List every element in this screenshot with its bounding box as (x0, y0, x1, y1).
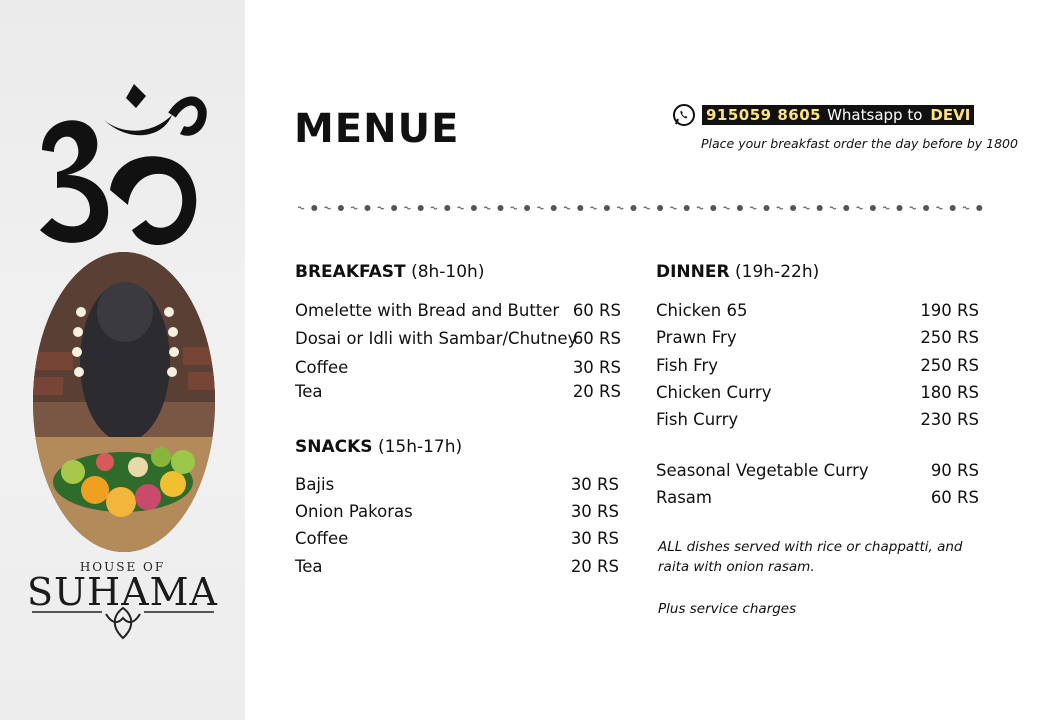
menu-item: Tea (295, 557, 323, 576)
menu-price: 30 RS (572, 358, 621, 377)
menu-item: Tea (295, 382, 323, 401)
menu-price: 20 RS (572, 382, 621, 401)
dotted-divider (298, 202, 990, 214)
dinner-note-line1: ALL dishes served with rice or chappatti, and (658, 539, 963, 555)
menu-price: 90 RS (930, 461, 979, 480)
whatsapp-label: Whatsapp to (825, 105, 926, 125)
menu-price: 250 RS (920, 356, 979, 375)
service-charge-note: Plus service charges (658, 601, 797, 617)
menu-item: Chicken 65 (656, 301, 748, 320)
phone-number[interactable]: 915059 8605 (702, 105, 825, 125)
menu-price: 20 RS (570, 557, 619, 576)
order-note: Place your breakfast order the day before by 1800 (701, 136, 1018, 151)
menu-item: Onion Pakoras (295, 502, 413, 521)
menu-item: Prawn Fry (656, 328, 737, 347)
menu-price: 60 RS (572, 329, 621, 348)
contact-name: DEVI (926, 105, 974, 125)
dinner-hours: (19h-22h) (735, 262, 820, 282)
breakfast-heading (295, 262, 484, 282)
page-title: MENUE (294, 106, 460, 152)
menu-price: 60 RS (930, 488, 979, 507)
menu-price: 60 RS (572, 301, 621, 320)
ganesha-photo (33, 252, 215, 552)
menu-price: 230 RS (920, 410, 979, 429)
contact-line (672, 102, 974, 128)
menu-item: Coffee (295, 358, 349, 377)
snacks-heading (295, 437, 462, 457)
menu-price: 30 RS (570, 475, 619, 494)
breakfast-hours: (8h-10h) (411, 262, 485, 282)
dinner-title: DINNER (656, 262, 730, 282)
snacks-hours: (15h-17h) (377, 437, 463, 457)
menu-item: Coffee (295, 529, 349, 548)
menu-price: 190 RS (920, 301, 979, 320)
om-symbol-icon (22, 80, 212, 255)
menu-item: Fish Curry (656, 410, 739, 429)
dinner-heading (656, 262, 819, 282)
menu-item: Chicken Curry (656, 383, 772, 402)
menu-price: 180 RS (920, 383, 979, 402)
snacks-title: SNACKS (295, 437, 373, 457)
menu-price: 30 RS (570, 529, 619, 548)
menu-item: Dosai or Idli with Sambar/Chutney (295, 329, 578, 348)
menu-item: Rasam (656, 488, 712, 507)
whatsapp-icon (672, 103, 696, 127)
menu-price: 250 RS (920, 328, 979, 347)
menu-price: 30 RS (570, 502, 619, 521)
breakfast-title: BREAKFAST (295, 262, 406, 282)
brand-subtitle: HOUSE OF (79, 560, 166, 574)
menu-item: Omelette with Bread and Butter (295, 301, 560, 320)
menu-item: Seasonal Vegetable Curry (656, 461, 869, 480)
menu-item: Bajis (295, 475, 335, 494)
brand-name: SUHAMA (27, 570, 218, 614)
dinner-note-line2: raita with onion rasam. (658, 559, 815, 575)
menu-item: Fish Fry (656, 356, 719, 375)
sidebar (0, 0, 245, 720)
ornament-icon (32, 606, 214, 642)
